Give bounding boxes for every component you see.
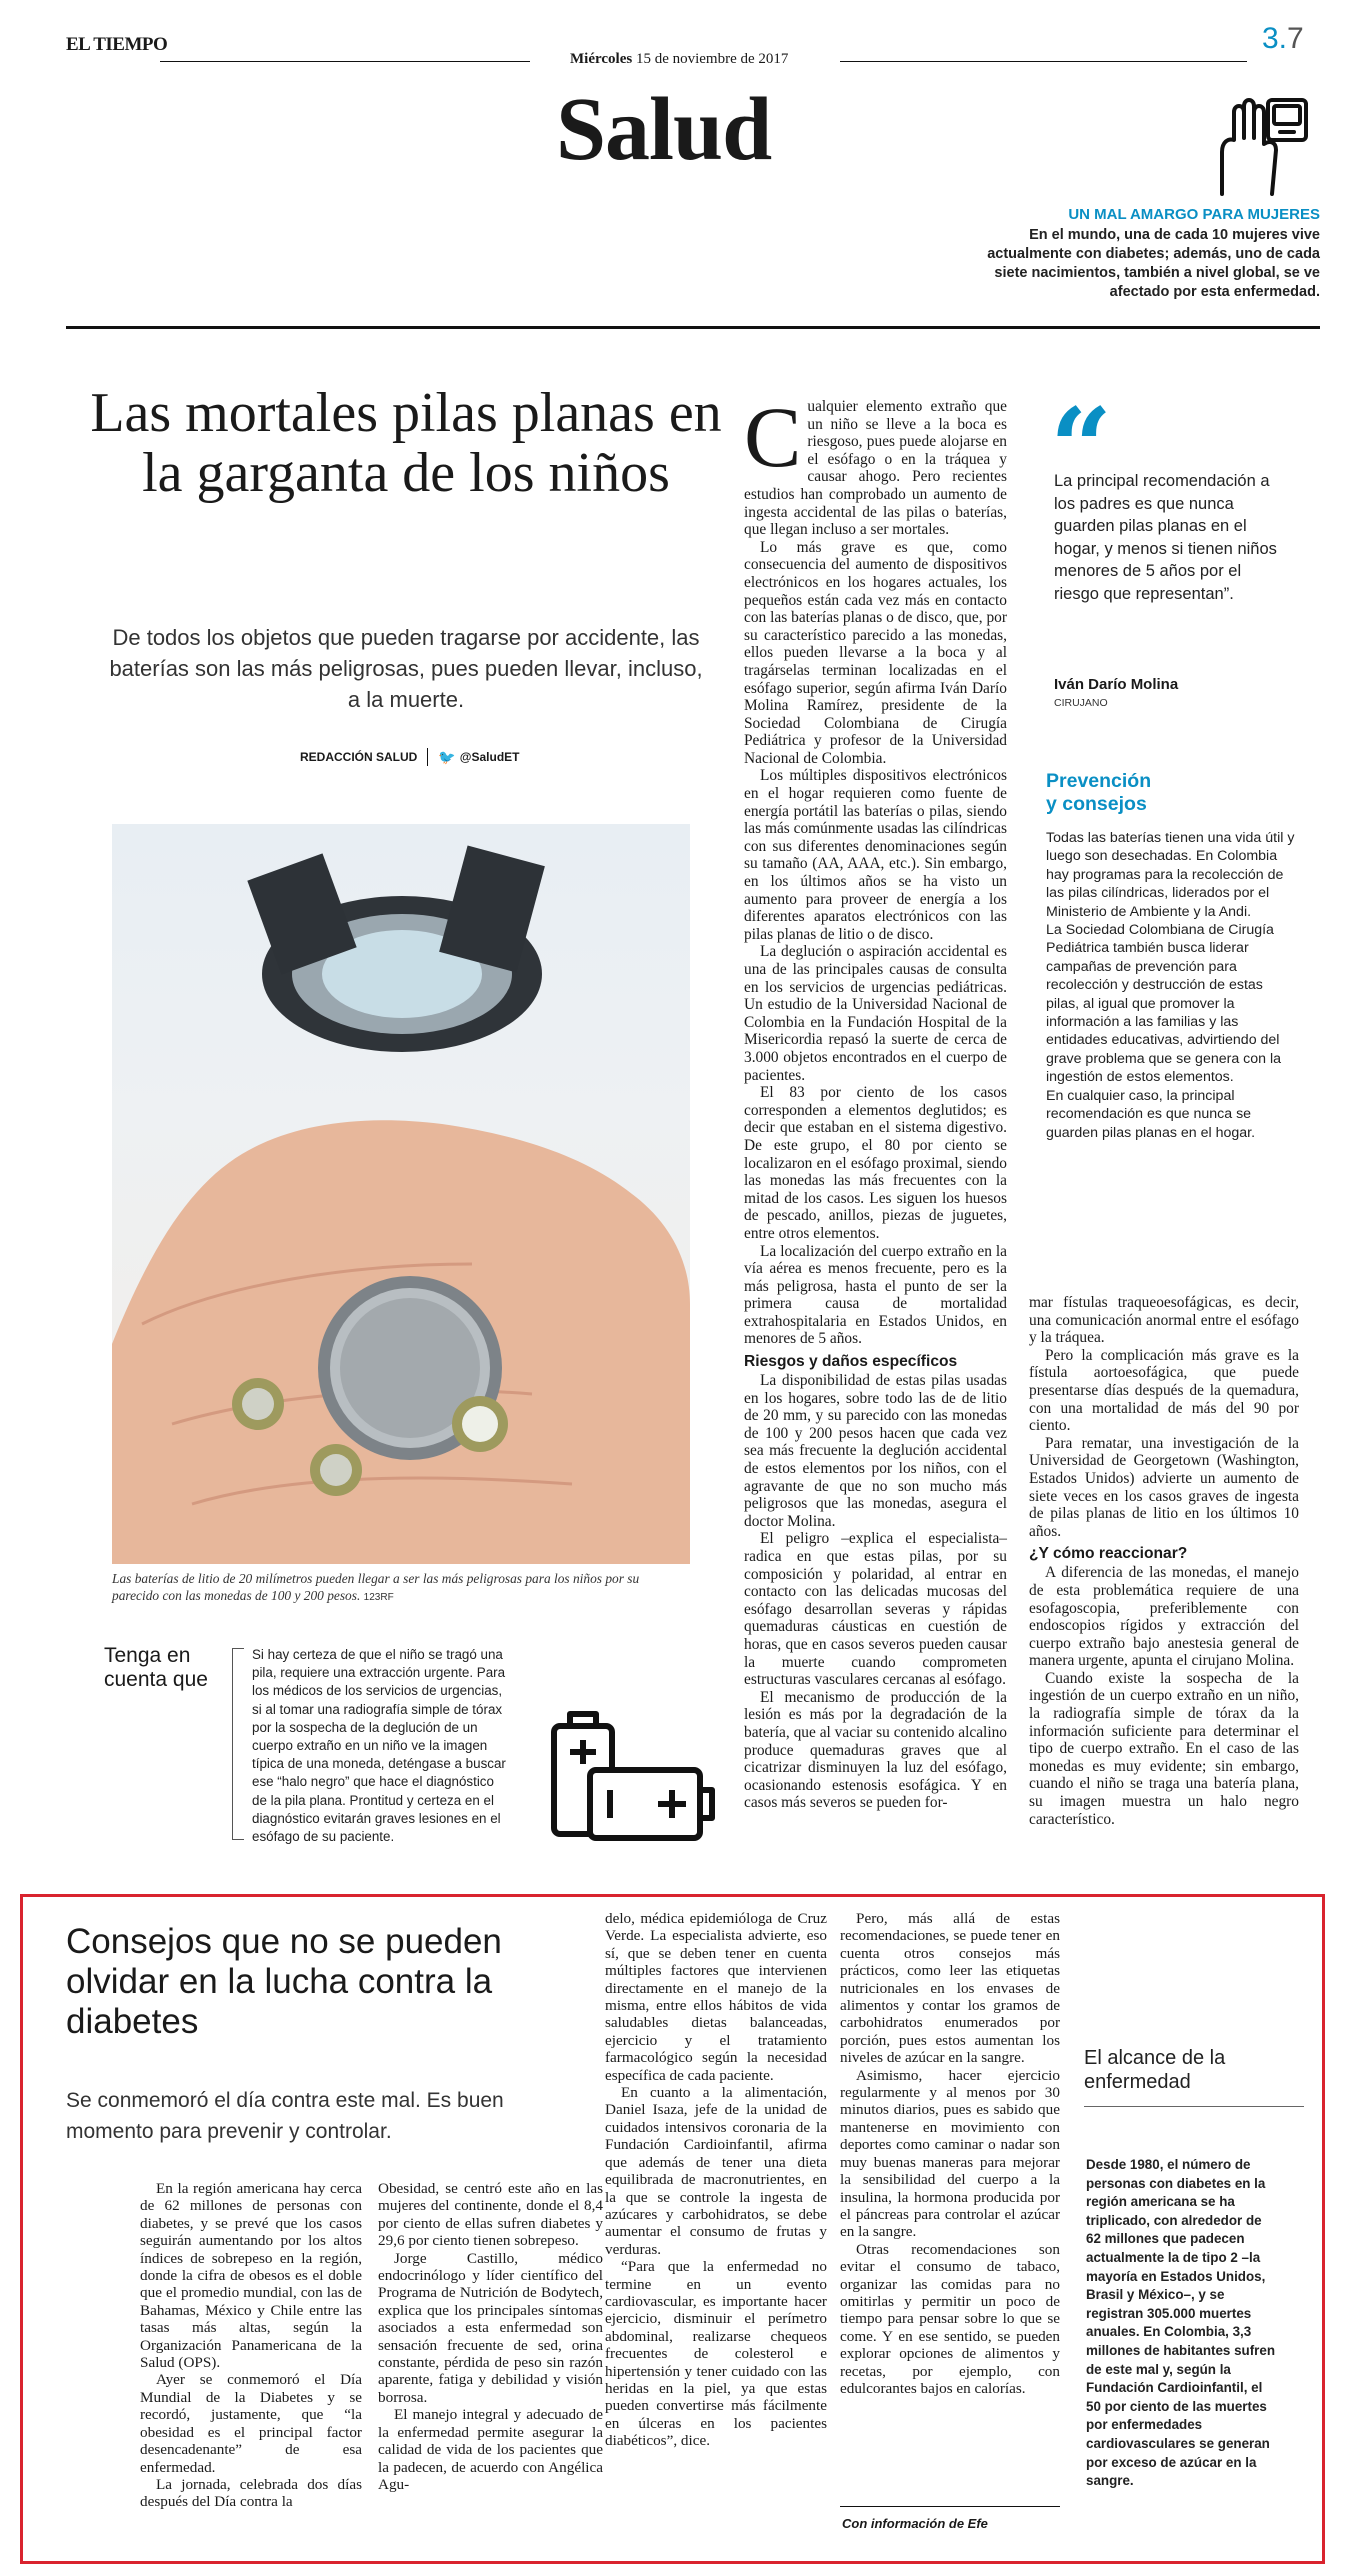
battery-photo <box>112 824 690 1564</box>
diabetes-title: Consejos que no se pueden olvidar en la lucha contra la diabetes <box>66 1922 502 2041</box>
tip-text: Si hay certeza de que el niño se tragó una pila, requiere una extracción urgente. Para los médicos de los servicios de urgencias, si al tomar una radiografía simple de tórax por la sospecha de la deglución de un cuerpo extraño en un niño ve la imagen típica de una moneda, deténgase a buscar ese “halo negro” que hace el diagnóstico de la pila plana. Prontitud y certeza en el diagnóstico evitarán graves lesiones en el esófago de su paciente. <box>252 1647 506 1845</box>
paragraph: En la región americana hay cerca de 62 millones de personas con diabetes, y se prevé que los casos seguirán aumentando por los altos índices de sobrepeso en la región, donde la cifra de obesos es el doble que el promedio mundial, con las de Bahamas, México y Chile entre las tasas más altas, según la Organización Panamericana de la Salud (OPS). <box>140 2180 362 2372</box>
section-title: Salud <box>556 80 772 179</box>
quote-author: Iván Darío Molina <box>1054 676 1179 693</box>
paragraph: Ayer se conmemoró el Día Mundial de la Diabetes y se recordó, justamente, que “la obesidad es el principal factor desencadenante” de esa enfermedad. <box>140 2371 362 2476</box>
glucose-meter-icon <box>1200 90 1310 200</box>
paragraph: En cuanto a la alimentación, Daniel Isaza, jefe de la unidad de cuidados intensivos coronaria de la Fundación Cardioinfantil, afirma que además de tener una dieta equilibrada de macronutrientes, en la que se controle la ingesta de azúcares y carbohidratos, se debe aumentar el consumo de frutas y verduras. <box>605 2084 827 2258</box>
quote-icon: “ <box>1050 385 1113 511</box>
prevention-title: Prevención y consejos <box>1046 770 1152 815</box>
paragraph: El manejo integral y adecuado de la enfermedad permite asegurar la calidad de vida de los pacientes que la padecen, de acuerdo con Angélica Agu- <box>378 2406 603 2493</box>
paragraph: La jornada, celebrada dos días después del Día contra la <box>140 2475 362 2511</box>
diabetes-subtitle: Se conmemoró el día contra este mal. Es buen momento para prevenir y controlar. <box>66 2089 504 2143</box>
paragraph: El 83 por ciento de los casos corresponden a elementos deglutidos; es decir que estaban en el sistema digestivo. De este grupo, el 80 por ciento se localizaron en el esófago proximal, siendo las monedas las más frecuentes con la mitad de los casos. Les siguen los huesos de pescado, anillos, piezas de juguetes, entre otros elementos. <box>744 1084 1007 1242</box>
paragraph: Otras recomendaciones son evitar el consumo de tabaco, organizar las comidas para no omitirlas y permitir un poco de tiempo para pensar sobre lo que se come. Y en ese sentido, se pueden explorar opciones de alimentos y recetas, por ejemplo, con edulcorantes bajos en calorías. <box>840 2240 1060 2397</box>
paragraph: Los múltiples dispositivos electrónicos en el hogar requieren como fuente de energía portátil las baterías o pilas, siendo las más comúnmente usadas las cilíndricas con sus diferentes denominaciones según su tamaño (AA, AAA, etc.). Sin embargo, en los últimos años se ha visto un aumento para proveer de energía a los diferentes aparatos electrónicos con las pilas planas de litio o de disco. <box>744 767 1007 943</box>
paragraph: El peligro –explica el especialista– radica en que estas pilas, por su composición y polaridad, al entrar en contacto con las delicadas mucosas del esófago desarrollan severas y rápidas quemaduras cáusticas en cuestión de horas, que en casos severos pueden causar la muerte cuando comprometen estructuras vasculares cercanas al esófago. <box>744 1530 1007 1689</box>
header-date-text: 15 de noviembre de 2017 <box>635 51 789 67</box>
subheading: Riesgos y daños específicos <box>744 1353 958 1371</box>
battery-icon <box>540 1710 720 1850</box>
tip-title: Tenga en cuenta que <box>104 1644 208 1691</box>
article-title: Las mortales pilas planas en la garganta de los niños <box>90 382 722 504</box>
drop-cap: C <box>744 389 802 485</box>
pull-quote: La principal recomendación a los padres es que nunca guarden pilas planas en el hogar, y menos si tienen niños menores de 5 años por el riesgo que representan”. <box>1054 472 1277 603</box>
masthead-logo[interactable]: EL TIEMPO <box>66 34 168 55</box>
paragraph: A diferencia de las monedas, el manejo de esta problemática requiere de una esofagoscopia, preferiblemente con endoscopios rígidos y extracción del cuerpo extraño bajo anestesia general de manera urgente, apunta el cirujano Molina. <box>1029 1564 1299 1670</box>
diabetes-column-1 <box>140 2180 362 2511</box>
subheading: ¿Y cómo reaccionar? <box>1029 1545 1188 1563</box>
article-column-1 <box>744 389 1007 1812</box>
prevention-text: Todas las baterías tienen una vida útil y luego son desechadas. En Colombia hay programas para la recolección de las pilas cilíndricas, liderados por el Ministerio de Ambiente y la Andi. La Sociedad Colombiana de Cirugía Pediátrica también busca liderar campañas de prevención para recolección y destrucción de estas pilas, al igual que promover la información a las familias y las entidades educativas, advirtiendo del grave problema que se genera con la ingestión de estos elementos. En cualquier caso, la principal recomendación es que nunca se guarden pilas planas en el hogar. <box>1046 830 1295 1141</box>
header-bottom-rule <box>66 326 1320 329</box>
quote-role: CIRUJANO <box>1054 697 1108 709</box>
byline <box>300 748 520 766</box>
paragraph: delo, médica epidemióloga de Cruz Verde. La especialista advierte, eso sí, que se deben tener en cuenta múltiples factores que intervienen directamente en el manejo de la misma, entre ellos hábitos de vida saludables dietas balanceadas, ejercicio y el tratamiento farmacológico según la necesidad específica de cada paciente. <box>605 1910 827 2084</box>
sidebar-title: El alcance de la enfermedad <box>1084 2047 1226 2093</box>
paragraph: El mecanismo de producción de la lesión es más por la degradación de la batería, que al vaciar su contenido alcalino produce quemaduras graves que al cicatrizar disminuyen la luz del esófago, ocasionando estenosis esofágica. Y en casos más severos se pueden for- <box>744 1688 1007 1812</box>
twitter-handle[interactable]: @SaludET <box>459 750 520 764</box>
sidebar-text: Desde 1980, el número de personas con diabetes en la región americana se ha triplicado, con alrededor de 62 millones que padecen actualmente la de tipo 2 –la mayoría en Estados Unidos, Brasil y México–, y se registran 305.000 muertes anuales. En Colombia, 3,3 millones de habitantes sufren de este mal y, según la Fundación Cardioinfantil, el 50 por ciento de las muertes por enfermedades cardiovasculares se generan por exceso de azúcar en la sangre. <box>1086 2157 1275 2489</box>
paragraph: “Para que la enfermedad no termine en un evento cardiovascular, es importante hacer ejercicio, disminuir el perímetro abdominal, realizarse chequeos frecuentes de colesterol e hipertensión y tener cuidado con las heridas en la piel, ya que estas pueden convertirse más fácilmente en úlceras en los pacientes diabéticos”, dice. <box>605 2258 827 2450</box>
header-date <box>570 51 788 68</box>
paragraph: Asimismo, hacer ejercicio regularmente y al menos por 30 minutos diarios, pues es sabido que mantenerse en movimiento con deportes como caminar o nadar son muy buenas maneras para mejorar la sensibilidad del cuerpo a la insulina, la hormona producida por el páncreas para controlar el azúcar en la sangre. <box>840 2066 1060 2241</box>
paragraph: La disponibilidad de estas pilas usadas en los hogares, sobre todo las de de litio de 20 mm, y su parecido con las monedas de 100 y 200 pesos hacen que cada vez sea más frecuente la deglución accidental de estos elementos por los niños, con el agravante de que no son mucho más peligrosos que las monedas, asegura el doctor Molina. <box>744 1372 1007 1530</box>
paragraph: Para rematar, una investigación de la Universidad de Georgetown (Washington, Estados Unidos) advierte un aumento de siete veces en los casos graves de ingesta de pilas planas de litio en los últimos 10 años. <box>1029 1434 1299 1540</box>
photo-credit: 123RF <box>363 1592 394 1603</box>
page-number: 3.7 <box>1262 22 1304 55</box>
article-column-2 <box>1029 1294 1299 1828</box>
header-day: Miércoles <box>570 51 633 67</box>
diabetes-column-3 <box>605 1910 827 2450</box>
paragraph: Jorge Castillo, médico endocrinólogo y líder científico del Programa de Nutrición de Bodytech, explica que los principales síntomas asociados a esta enfermedad son sensación frecuente de sed, orina constante, pérdida de peso sin razón aparente, fatiga y debilidad y visión borrosa. <box>378 2249 603 2406</box>
paragraph: La localización del cuerpo extraño en la vía aérea es menos frecuente, pero es la más peligrosa, hasta el punto de ser la primera causa de mortalidad extrahospitalaria en Estados Unidos, en menores de 5 años. <box>744 1242 1007 1348</box>
diabetes-column-4 <box>840 1910 1060 2397</box>
paragraph: Lo más grave es que, como consecuencia del aumento de dispositivos electrónicos en los hogares actuales, los pequeños están cada vez más en contacto con las baterías planas o de disco, que, por su característico parecido a las monedas, ellos pueden llevarse a la boca y al tragárselas terminan localizadas en el esófago superior, según afirma Iván Darío Molina Ramírez, presidente de la Sociedad Colombiana de Cirugía Pediátrica y profesor de la Universidad Nacional de Colombia. <box>744 538 1007 767</box>
byline-author: REDACCIÓN SALUD <box>300 750 418 764</box>
credit-rule <box>840 2506 1060 2507</box>
stat-title: UN MAL AMARGO PARA MUJERES <box>1068 206 1320 223</box>
byline-separator <box>427 748 428 766</box>
paragraph: La deglución o aspiración accidental es una de las principales causas de consulta en los servicios de urgencias pediátricas. Un estudio de la Universidad Nacional de Colombia en la Fundación Hospital de la Misericordia repasó la suerte de cerca de 3.000 objetos encontrados en el cuerpo de pacientes. <box>744 943 1007 1084</box>
sidebar-rule <box>1084 2106 1304 2107</box>
paragraph: Cuando existe la sospecha de la ingestión de un cuerpo extraño en un niño, la radiografía simple de tórax da la información suficiente para determinar el tipo de cuerpo extraño. En el caso de las monedas es muy evidente; sin embargo, cuando el niño se traga una batería plana, su imagen muestra un halo negro característico. <box>1029 1669 1299 1828</box>
article-subtitle: De todos los objetos que pueden tragarse por accidente, las baterías son las más peligrosas, pues pueden llevar, incluso, a la muerte. <box>109 625 703 712</box>
tip-bracket <box>232 1648 244 1840</box>
header-rule-left <box>160 61 530 62</box>
diabetes-column-2 <box>378 2180 603 2493</box>
article-credit: Con información de Efe <box>842 2516 988 2531</box>
paragraph: ualquier elemento extraño que un niño se lleve a la boca es riesgoso, pues puede alojarse en el esófago o en la tráquea y causar ahogo. Pero recientes estudios han comprobado un aumento de ingesta accidental de las pilas o baterías, que llegan incluso a ser mortales. <box>744 398 1007 539</box>
header-rule-right <box>840 61 1247 62</box>
paragraph: mar fístulas traqueoesofágicas, es decir, una comunicación anormal entre el esófago y la tráquea. <box>1029 1294 1299 1347</box>
photo-caption: Las baterías de litio de 20 milímetros pueden llegar a ser las más peligrosas para los niños por su parecido con las monedas de 100 y 200 pesos. 123RF <box>112 1571 640 1603</box>
paragraph: Obesidad, se centró este año en las mujeres del continente, donde el 8,4 por ciento de ellas sufren diabetes y 29,6 por ciento tienen sobrepeso. <box>378 2180 603 2250</box>
paragraph: Pero, más allá de estas recomendaciones, se puede tener en cuenta otros consejos más prácticos, como leer las etiquetas nutricionales en los envases de alimentos y contar los gramos de carbohidratos enumerados por porción, pues estos aumentan los niveles de azúcar en la sangre. <box>840 1910 1060 2067</box>
stat-text: En el mundo, una de cada 10 mujeres vive actualmente con diabetes; además, uno de cada siete nacimientos, también a nivel global, se ve afectado por esta enfermedad. <box>987 227 1320 300</box>
twitter-icon: 🐦 <box>438 748 456 765</box>
paragraph: Pero la complicación más grave es la fístula aortoesofágica, que puede presentarse días después de la quemadura, con una mortalidad de más del 90 por ciento. <box>1029 1346 1299 1435</box>
